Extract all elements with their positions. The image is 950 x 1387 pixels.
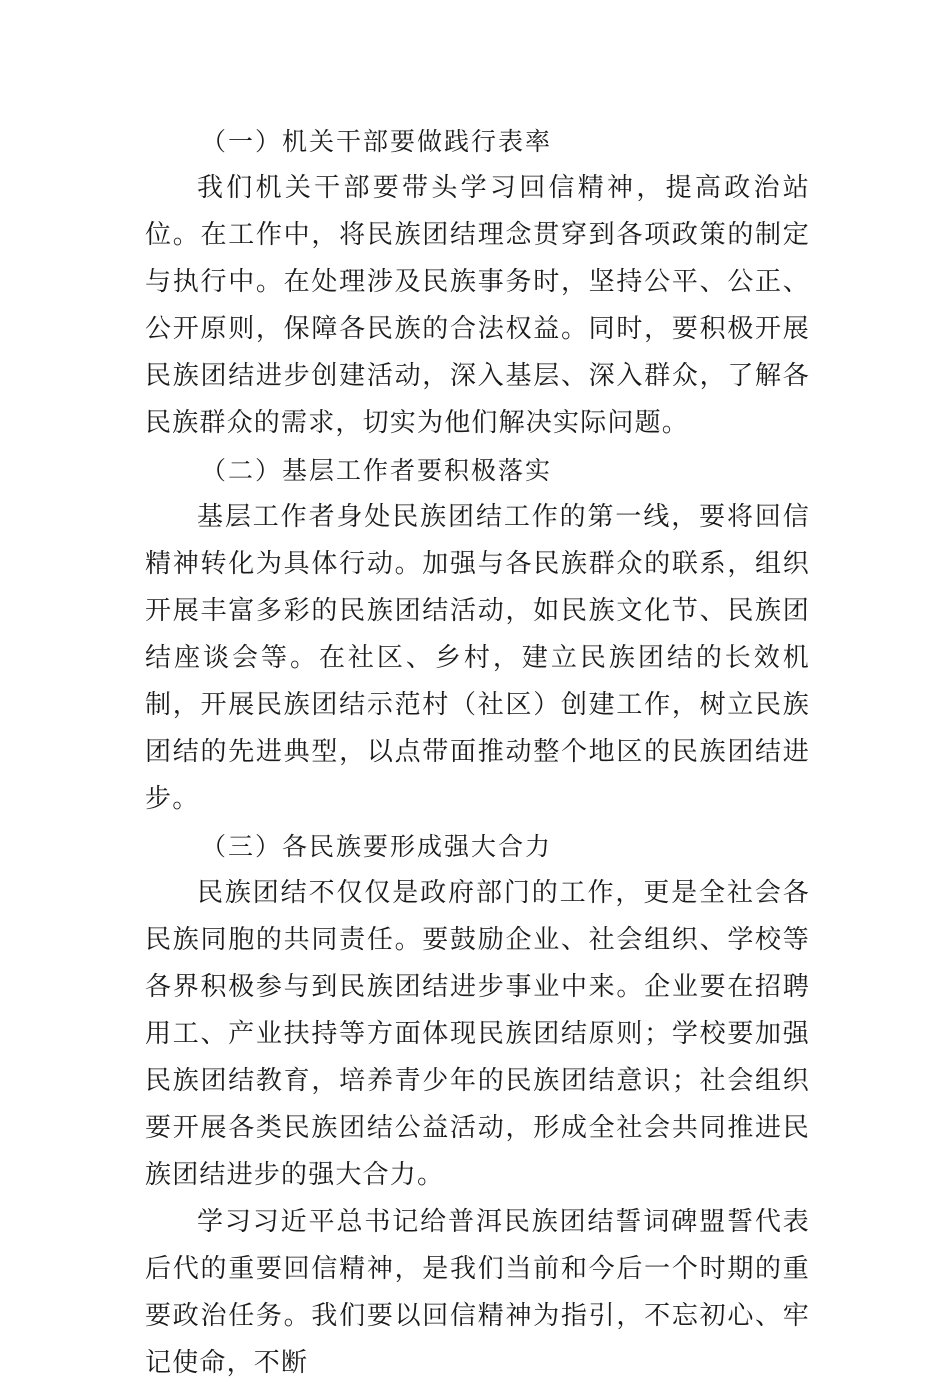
section-heading-2: （二）基层工作者要积极落实 [201,456,553,485]
section-paragraph-3: 民族团结不仅仅是政府部门的工作，更是全社会各民族同胞的共同责任。要鼓励企业、社会组织、学校等各界积极参与到民族团结进步事业中来。企业要在招聘用工、产业扶持等方面体现民族团结原则；学校要加强民族团结教育，培养青少年的民族团结意识；社会组织要开展各类民族团结公益活动，形成全社会共同推进民族团结进步的强大合力。 [145,878,810,1190]
section-paragraph-2: 基层工作者身处民族团结工作的第一线，要将回信精神转化为具体行动。加强与各民族群众的联系，组织开展丰富多彩的民族团结活动，如民族文化节、民族团结座谈会等。在社区、乡村，建立民族团结的长效机制，开展民族团结示范村（社区）创建工作，树立民族团结的先进典型，以点带面推动整个地区的民族团结进步。 [145,502,810,814]
section-heading-1: （一）机关干部要做践行表率 [201,127,553,156]
closing-paragraph: 学习习近平总书记给普洱民族团结誓词碑盟誓代表后代的重要回信精神，是我们当前和今后一个时期的重要政治任务。我们要以回信精神为指引，不忘初心、牢记使命，不断 [145,1207,810,1378]
document-body [145,118,810,1387]
section-paragraph-1: 我们机关干部要带头学习回信精神，提高政治站位。在工作中，将民族团结理念贯穿到各项政策的制定与执行中。在处理涉及民族事务时，坚持公平、公正、公开原则，保障各民族的合法权益。同时，要积极开展民族团结进步创建活动，深入基层、深入群众，了解各民族群众的需求，切实为他们解决实际问题。 [145,173,810,438]
section-heading-3: （三）各民族要形成强大合力 [201,832,553,861]
